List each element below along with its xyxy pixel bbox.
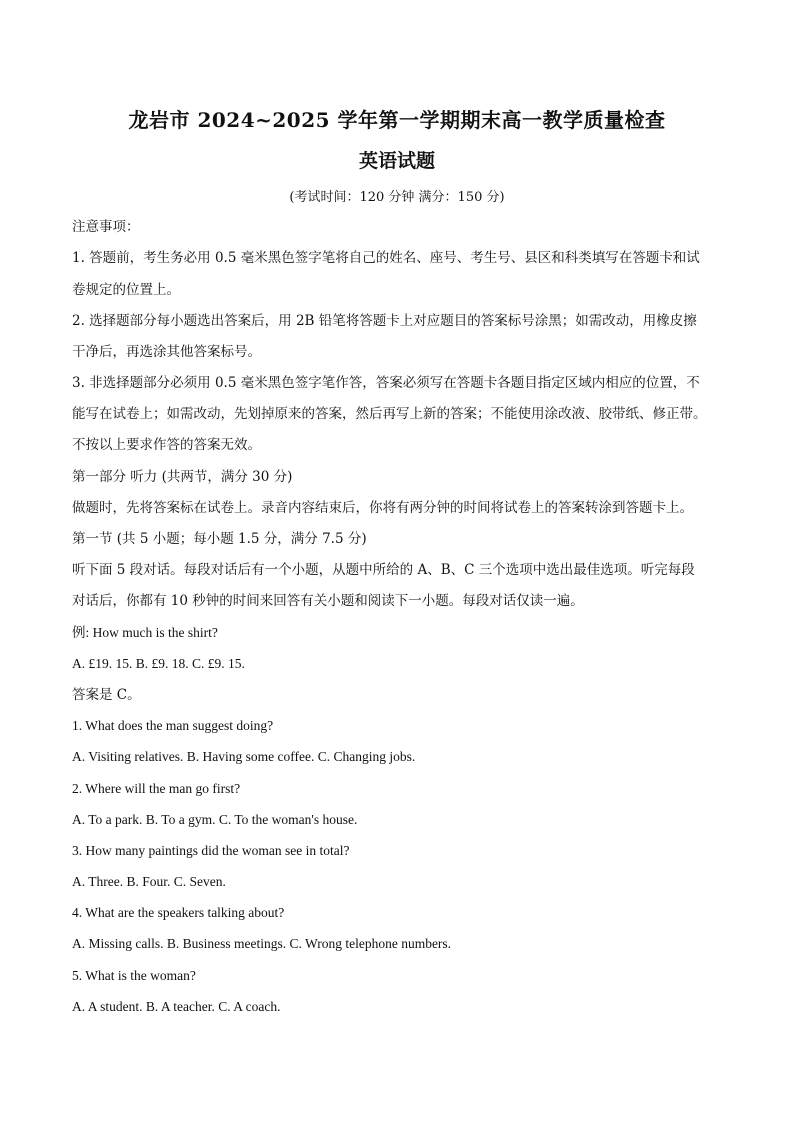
note-1-line-1: 1. 答题前，考生务必用 0.5 毫米黑色签字笔将自己的姓名、座号、考生号、县区和科类填写在答题卡和试 — [72, 250, 700, 266]
note-3-line-3: 不按以上要求作答的答案无效。 — [72, 437, 261, 453]
question-1: 1. What does the man suggest doing? — [72, 718, 274, 733]
note-3-line-2: 能写在试卷上；如需改动，先划掉原来的答案，然后再写上新的答案；不能使用涂改液、胶带纸、修正带。 — [72, 406, 707, 422]
exam-title: 龙岩市 2024~2025 学年第一学期期末高一教学质量检查 — [128, 108, 666, 132]
question-3: 3. How many paintings did the woman see in total? — [72, 843, 350, 858]
example-question: 例: How much is the shirt? — [72, 625, 218, 640]
part1-instruction: 做题时，先将答案标在试卷上。录音内容结束后，你将有两分钟的时间将试卷上的答案转涂到答题卡上。 — [72, 500, 693, 516]
example-options: A. £19. 15. B. £9. 18. C. £9. 15. — [72, 656, 245, 671]
example-answer: 答案是 C。 — [72, 687, 141, 703]
exam-time-score: (考试时间：120 分钟 满分：150 分) — [289, 190, 505, 205]
section1-instruction-line-1: 听下面 5 段对话。每段对话后有一个小题，从题中所给的 A、B、C 三个选项中选出最佳选项。听完每段 — [72, 562, 695, 578]
section1-heading: 第一节 (共 5 小题；每小题 1.5 分，满分 7.5 分) — [72, 531, 367, 547]
question-2-options: A. To a park. B. To a gym. C. To the woman's house. — [72, 812, 358, 827]
question-4: 4. What are the speakers talking about? — [72, 905, 285, 920]
question-4-options: A. Missing calls. B. Business meetings. C. Wrong telephone numbers. — [72, 936, 452, 951]
note-2-line-2: 干净后，再选涂其他答案标号。 — [72, 344, 261, 360]
note-1-line-2: 卷规定的位置上。 — [72, 282, 180, 298]
part1-heading: 第一部分 听力 (共两节，满分 30 分) — [72, 469, 293, 485]
question-2: 2. Where will the man go first? — [72, 781, 241, 796]
notes-heading: 注意事项： — [72, 219, 140, 235]
note-3-line-1: 3. 非选择题部分必须用 0.5 毫米黑色签字笔作答，答案必须写在答题卡各题目指定区域内相应的位置，不 — [72, 375, 700, 391]
question-1-options: A. Visiting relatives. B. Having some coffee. C. Changing jobs. — [72, 749, 416, 764]
question-5: 5. What is the woman? — [72, 968, 196, 983]
question-5-options: A. A student. B. A teacher. C. A coach. — [72, 999, 281, 1014]
note-2-line-1: 2. 选择题部分每小题选出答案后，用 2B 铅笔将答题卡上对应题目的答案标号涂黑；如需改动，用橡皮擦 — [72, 313, 697, 329]
section1-instruction-line-2: 对话后，你都有 10 秒钟的时间来回答有关小题和阅读下一小题。每段对话仅读一遍。 — [72, 593, 584, 609]
exam-subtitle: 英语试题 — [358, 150, 435, 172]
question-3-options: A. Three. B. Four. C. Seven. — [72, 874, 226, 889]
